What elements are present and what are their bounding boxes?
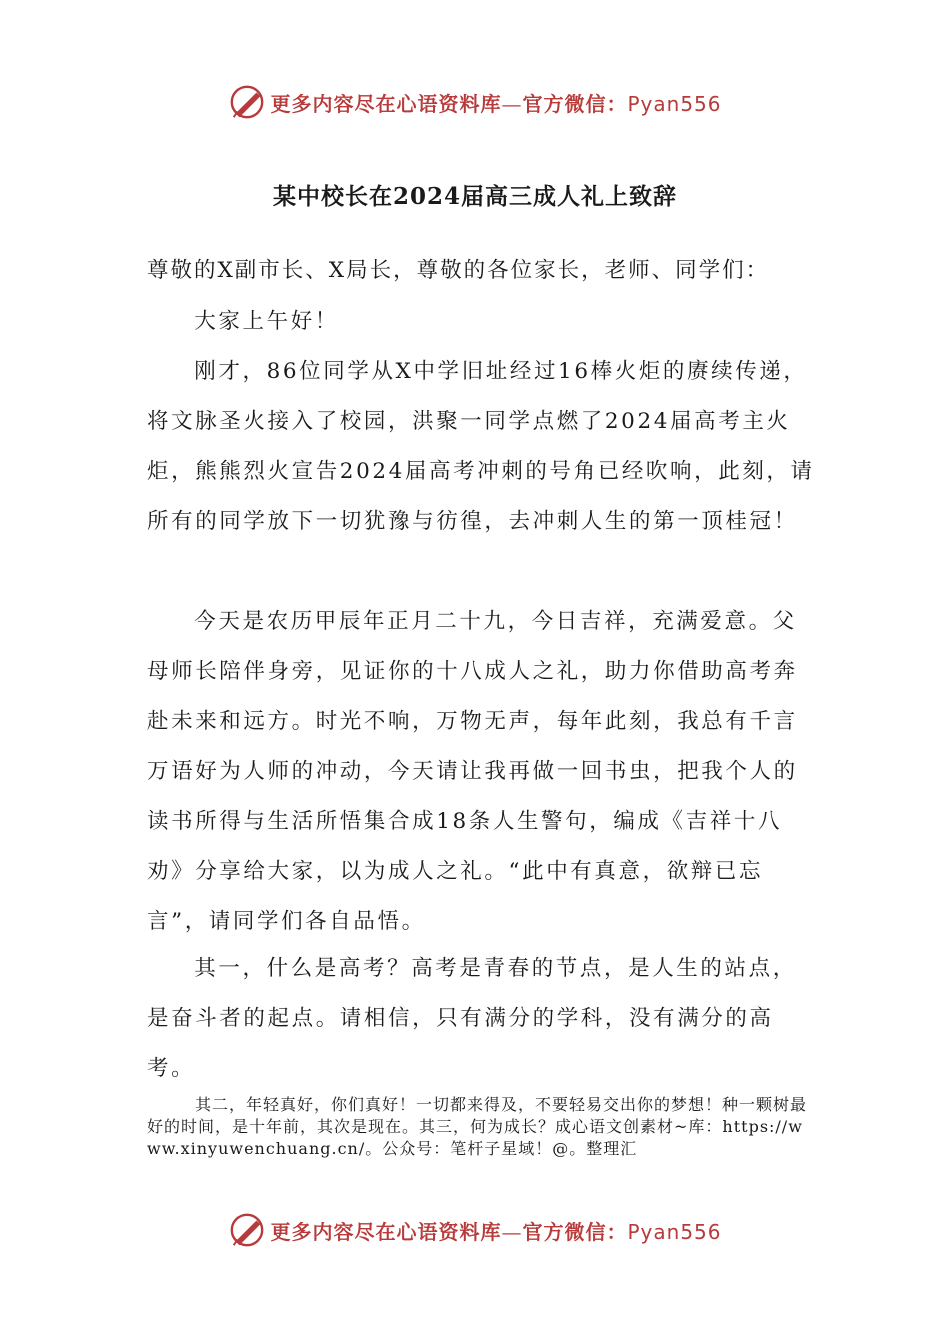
paragraph-torch: 刚才，86位同学从X中学旧址经过16棒火炬的赓续传递，将文脉圣火接入了校园，洪聚一同学点燃了2024届高考主火炬，熊熊烈火宣告2024届高考冲刺的号角已经吹响，此刻，请所有的同学放下一切犹豫与彷徨，去冲刺人生的第一顶桂冠！ [147, 359, 815, 534]
pen-logo-icon [228, 83, 266, 121]
paragraph-ceremony: 今天是农历甲辰年正月二十九，今日吉祥，充满爱意。父母师长陪伴身旁，见证你的十八成人之礼，助力你借助高考奔赴未来和远方。时光不响，万物无声，每年此刻，我总有千言万语好为人师的冲动，今天请让我再做一回书虫，把我个人的读书所得与生活所悟集合成18条人生警句，编成《吉祥十八劝》分享给大家，以为成人之礼。“此中有真意，欲辩已忘言”，请同学们各自品悟。 [147, 609, 798, 934]
watermark-wechat-label: 官方微信： [522, 91, 628, 116]
watermark-wechat-label: 官方微信： [522, 1219, 628, 1244]
watermark-footer [0, 1210, 950, 1250]
paragraph-greeting: 大家上午好！ [194, 309, 339, 334]
watermark-text [270, 1216, 721, 1245]
footnote-text: 其二，年轻真好，你们真好！一切都来得及，不要轻易交出你的梦想！种一颗树最好的时间，是十年前，其次是现在。其三，何为成长？成心语文创素材~库：https://www.xinyuwenchuang.cn/。公众号：笔杆子星域！@。整理汇 [147, 1095, 808, 1158]
watermark-wechat-id: Pyan556 [627, 91, 722, 116]
watermark-wechat-id: Pyan556 [627, 1219, 722, 1244]
paragraph-first-advice: 其一，什么是高考？高考是青春的节点，是人生的站点，是奋斗者的起点。请相信，只有满分的学科，没有满分的高考。 [147, 956, 797, 1081]
watermark-prefix: 更多内容尽在心语资料库 [270, 1219, 502, 1244]
watermark-separator: — [501, 91, 523, 116]
watermark-text [270, 88, 721, 117]
salutation: 尊敬的X副市长、X局长，尊敬的各位家长，老师、同学们： [147, 258, 770, 283]
watermark-header [0, 82, 950, 122]
watermark-prefix: 更多内容尽在心语资料库 [270, 91, 502, 116]
pen-logo-icon [228, 1211, 266, 1249]
document-title: 某中校长在2024届高三成人礼上致辞 [272, 183, 677, 210]
watermark-separator: — [501, 1219, 523, 1244]
